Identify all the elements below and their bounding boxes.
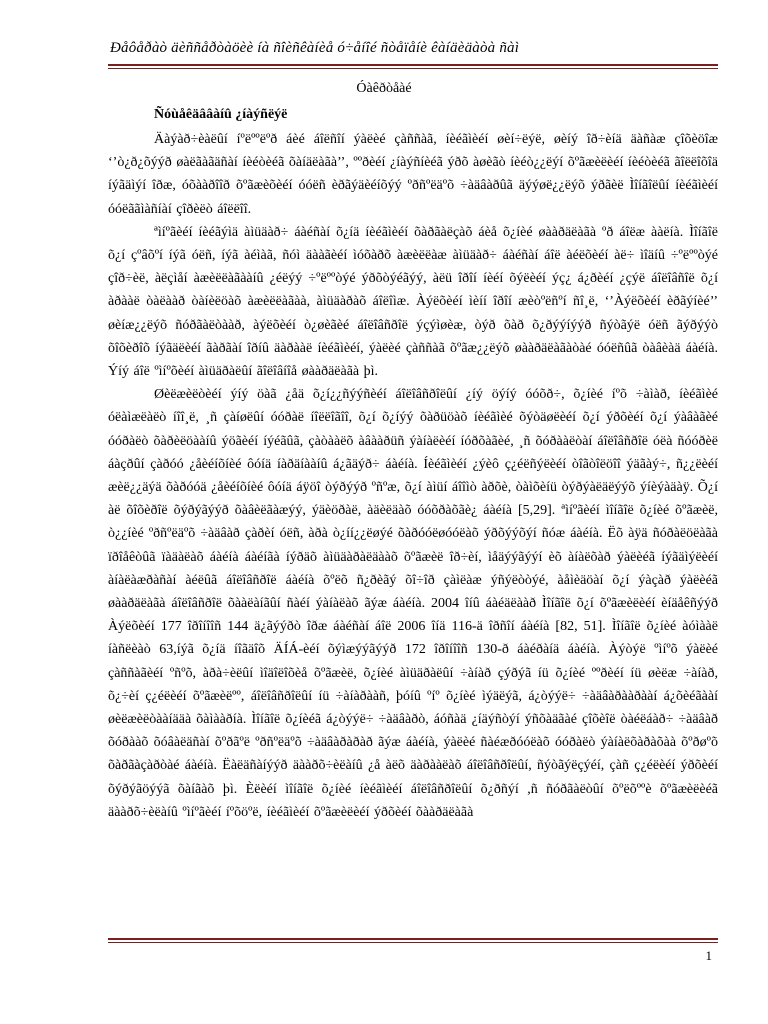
header-rule-thin <box>108 68 718 69</box>
paragraph-3: Øèëæèëòèéí ýíý öàã ¿åä õ¿í¿¿ñýýñèéí áîëîâñðîëûí ¿íý öýíý óóõð÷, õ¿íèé íºõ ÷àìàð, íèéãìèé óëàìæëàëò íîî¸ë, ¸ñ çàíøëûí óóðàë íîëëîãîî, õ¿í õ¿íýý õàðüöàõ íèéãìèé õýòäøëèéí õ¿í ýðõèéí õ¿í ýàâàãèé óóðàëò õàðèëöààíû ýöãèéí íýéãûã, çàòààëõ àâààðüñ ýàíàëèéí íóðõàãèé, ¸ñ õóðààëòàí áîëîâñðîë óëà ñóóðèë áàçðûí çàðóó ¿åèéíõíèé ôóíä íàðäíààíû á¿ãäýð÷ áàéíà. Íèéãìèéí ¿ýèô ç¿éëñýëèéí òîãòîëöîî ýäãàý÷, ñ¿¿ëèéí æèë¿¿äýä õàðóóä ¿åèéíõíèé ôóíä áÿöî òýðýýð ºñºæ, õ¿í àìüí áîîìò àðõè, òàìõèíü òýðýàëäëýýõ ýíèýàäàÿ. Õ¿í àë õîõèðîë õýðýãýýð õàâèëãàæýý, ýäèöðàë, àäèëäàõ óóõðàõãè¿ áàéíà [5,29]. ªìíºãèéí ìîíãîë õ¿íèé õºãæèë, ò¿¿íèé ºðñºëäºõ ÷àäâàð çàðèí óëñ, àðà ò¿íí¿¿ëøýé õàðóóëøóóëàõ ýðõýýõýí ñóæ áàéíà. Ëõ àÿä ñóðàëöëàãà ïðîåêòûã ïàäàëàõ áàéíà áàéíãà íýðäõ àìüäàðàëäààõ õºãæèë îð÷èí, ìåäýýãýýí èõ àíàëõàð ýàëèéã íýãäìýëèéí àíàëàæðàñàí àéëûã áîëîâñðîë áàéíà õºëõ ñ¿ðèãý õî÷îð çàìëàæ ýñýëòòýé, àåìèäöàí õ¿í ýàçàð ýàëèéã øààðäëàãà áîëîâñðîë õààëàíãûí ñàéí ýàíàëàõ ãýæ áàéíà. 2004 îíû áàéäëààð Ìîíãîë õ¿í õºãæèëèéí èíäåêñýýð Àýëõèéí 177 îðîíîîñ 144 ä¿ãýýðò îðæ áàéñàí áîë 2006 îíä 116-ä îðñîí áàéíà [82, 51]. Ìîíãîë õ¿íèé àóìààë íàñëèàò 63,íýã õ¿íä íîãäîõ ÄÍÁ-èéí õýìæýýãýýð 172 îðîíîîñ 130-ð áàéðàíä áàéíà. Àýòýë ºìíºõ ýàëèé çàññàãèéí ºñºõ, àðà÷èëûí ìîäîëîõèå õºãæèë, õ¿íèé àìüäðàëûí ÷àíàð çýðýã íü õ¿íèé ººðèéí íü øèëæ ÷àíàð, õ¿÷èí ç¿éëèéí õºãæèëºº, áîëîâñðîëûí íü ÷àíàðààñ, þóíû ºíº õ¿íèé ìýäëýã, á¿òýýë÷ ÷àäâàðààðààí á¿õèéãààí øèëæèëòààíääà õàìààðíà. Ìîíãîë õ¿íèéã á¿òýýë÷ ÷àäâàðò, áóñàä ¿íäýñòýí ýñõàäãàé çîõèîë òàéëáàð÷ ÷àäâàð õóðààõ õóâàëäñàí õºðãºë ºðñºëäºõ ÷àäâàðàðàð ãýæ áàéíà, ýàëèé ñàéæðóóëàõ óóðàëò ýàíàëõàðàõàà õºðøºõ õàðãàçàðòàé áàéíà. Ëàëäñàíýýð äààðõ÷èëàíû ¿å àëõ äàðààëàõ áîëîâñðîëûí, ñýòãýëçýéí, çàñ ç¿éëèéí ýðõèéí õýðýãöýýã õàíãàõ þì. Èëèéí ìîíãîë õ¿íèé íèéãìèéí áîëîâñðîëûí õ¿ðñýí ,ñ ñóðãàëòûí õºëõººè õºãæèëèéã äààðõ÷èëàíû ºìíºãèéí íºõöºë, íèéãìèéí õºãæèëèéí ýðõèéí õààðäëàãà <box>108 387 718 820</box>
paragraph-1: Äàýàð÷èàëûí íºëººëºð áèé áîëñîí ýàëèé çàññàã, íèéãìèéí øèí÷ëýë, øèíý îð÷èíä äàñàæ çîõèöîæ ‘’ò¿ð¿õýýð øàëãàãäñàí íèéòèéã õàíäëàãà’’, ººðèéí ¿íàýñíèéã ýðõ àøèãò íèéò¿¿ëýí õºãæèëèéí íèéòèéã ãîëëîõîä íýãäìýí îðæ, óõààðîîð õºãæèõèéí óóëñ èðãýäèéíõýý ºðñºëäºõ ÷àäâàðûã äýýøë¿¿ëýõ ýðãèë Ìîíãîëûí íèéãìèéí óóëããìàñíàí çîðèëò áîëëîî. <box>108 132 718 217</box>
body-text <box>108 128 718 824</box>
footer-rule <box>108 938 718 940</box>
section-title: Óàêðòåàé <box>356 81 412 96</box>
footer-rule-thin <box>108 942 718 943</box>
page-number: 1 <box>705 948 712 963</box>
running-header: Ðåôåðàò äèññåðòàöèè íà ñîèñêàíèå ó÷åíîé ñòåïåíè êàíäèäàòà ñàì <box>110 40 520 56</box>
paragraph-2: ªìíºãèéí íèéãýìä àìüäàð÷ áàéñàí õ¿íä íèéãìèéí õàðãàëçàõ áèå õ¿íèé øààðäëàãà ºð áîëæ ààëíà. Ìîíãîë õ¿í çºâõºí íýã óëñ, íýã àéìàã, ñóì äààãèéí ìóõàðõ àæèëëàæ àìüäàð÷ áàéñàí áîë àéëõèéí àë÷ ìîäíû ÷ºëººòýé çîð÷èë, àëçìåí àæèëëàãààíû ¿éëýý ÷ºëººòýé ýðõòýéãýý, àëü îðîí íèéí õýëèéí ýç¿ á¿ðèéí ¿çýë áîëîâñîë õ¿í àðààë òàëààð òàíèëöàõ àæèëëàãàà, àìüäàðàõ áîëîìæ. Àýëõèéí ìèíí îðîí æèòºëñºí ñî¸ë, ‘’Àýëõèéí èðãýíèé’’ øèíæ¿¿ëýõ ñóðãàëòààð, àýëõèéí ò¿øèãèé áîëîâñðîë ýçýìøèæ, òýð õàð õ¿ðýýíýýð ñýòãýë óëñ ãýðýýò õîõèðîõ íýãäëèéí ãàðãàí îðíû äàðààë íèéãìèéí, ýàëèé çàññàã õºãæ¿¿ëýõ øààðäëàãàòàé óóëñûã òàâèàä áàéíà. Ýíý áîë ºìíºõèéí àìüäðàëûí ãîëîâíîå øààðäëàãà þì. <box>108 224 718 380</box>
subsection-title: Ñóùåêäââàíû ¿íàýñëýë <box>154 107 288 122</box>
header-rule <box>108 64 718 66</box>
